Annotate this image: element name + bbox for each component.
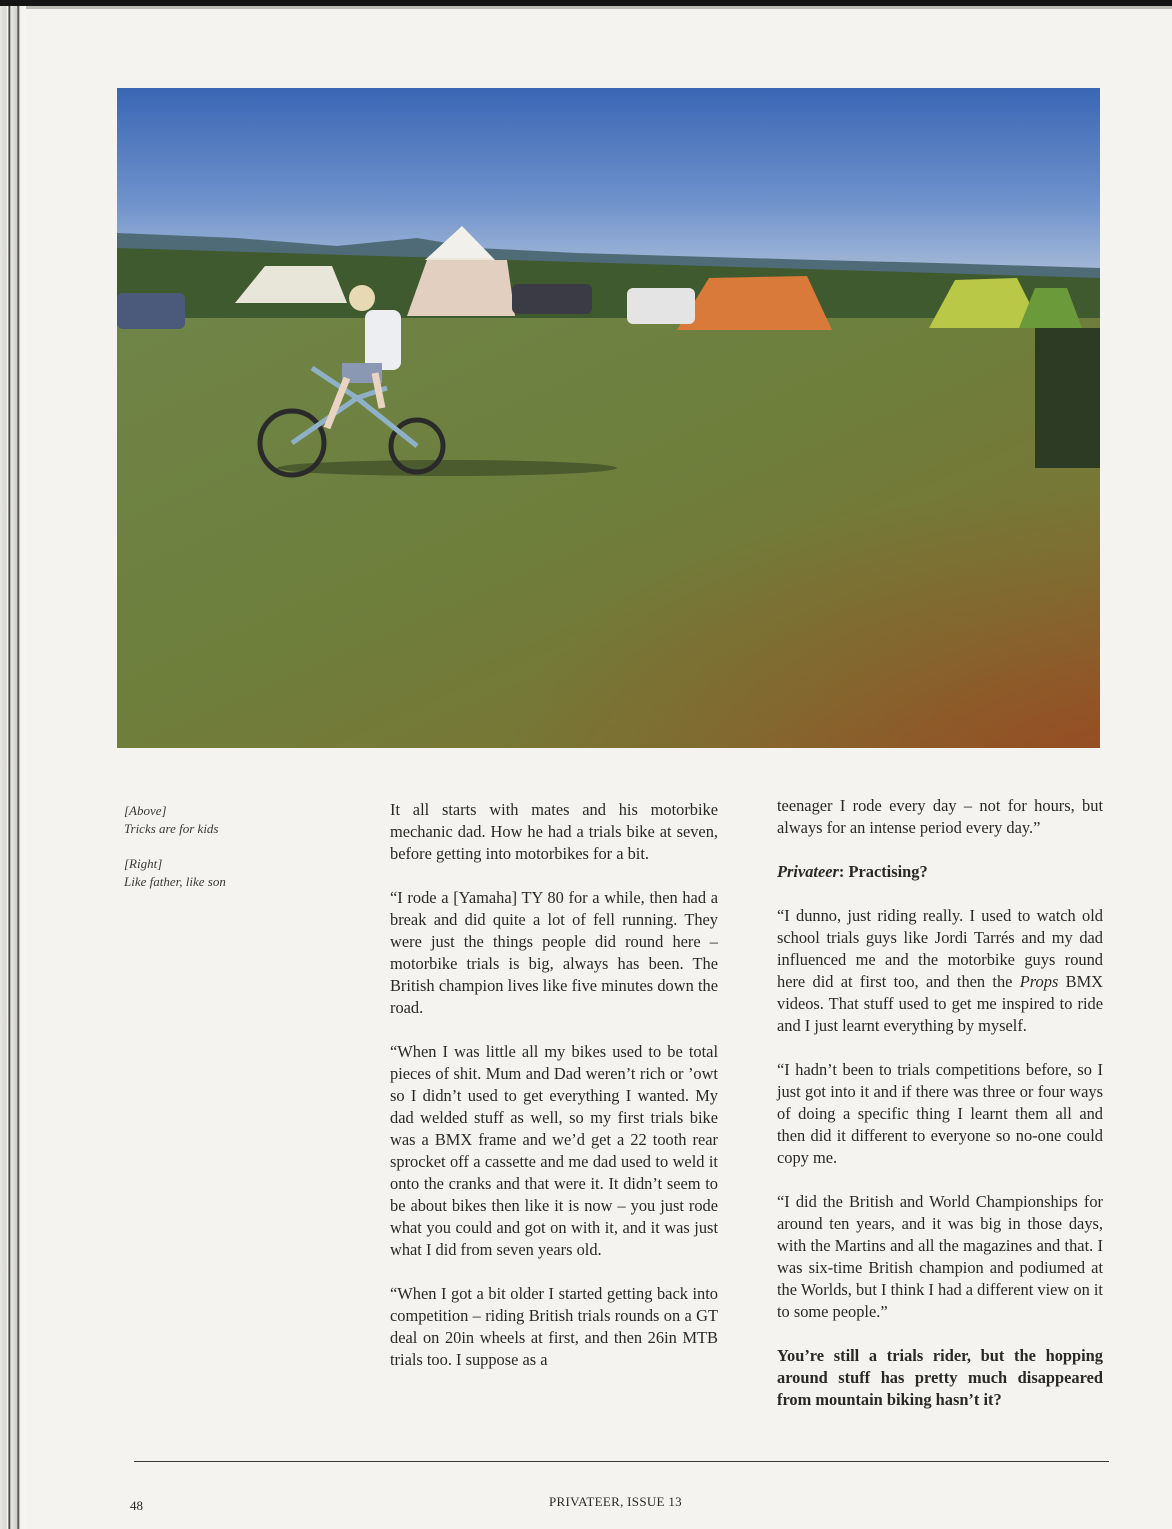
paragraph-part: BMX videos. That stuff used to get me inspired to ride and I just learnt everything by myself. (777, 972, 1103, 1035)
paragraph (777, 905, 1103, 1037)
article-column-1 (390, 799, 718, 1393)
paragraph: It all starts with mates and his motorbike mechanic dad. How he had a trials bike at seven, before getting into motorbikes for a bit. (390, 800, 718, 863)
paragraph: “When I was little all my bikes used to be total pieces of shit. Mum and Dad weren’t rich or ’owt so I didn’t used to get everything I wanted. My dad welded stuff as well, so my first trials bike was a BMX frame and we’d get a 22 tooth rear sprocket off a cassette and me dad used to weld it onto the cranks and that were it. It didn’t seem to be about bikes then like it is now – you just rode what you could and got on with it, and it was just what I did from seven years old. (390, 1042, 718, 1259)
photo-captions (124, 802, 324, 908)
binding-edge (0, 0, 26, 1529)
footer-publication-title: PRIVATEER, ISSUE 13 (549, 1494, 682, 1509)
page-number: 48 (130, 1498, 143, 1513)
caption-above-label: [Above] (124, 803, 167, 818)
question-speaker: Privateer (777, 862, 839, 881)
caption-right (124, 855, 324, 891)
paragraph-part: “I dunno, just riding really. I used to watch old school trials guys like Jordi Tarrés and my dad influenced me and the motorbike guys round here did at first too, and then the (777, 906, 1103, 991)
caption-above (124, 802, 324, 838)
paragraph: teenager I rode every day – not for hours, but always for an intense period every day.” (777, 796, 1103, 837)
interview-question: You’re still a trials rider, but the hopping around stuff has pretty much disappeared from mountain biking hasn’t it? (777, 1346, 1103, 1409)
paragraph: “I did the British and World Championships for around ten years, and it was big in those days, with the Martins and all the magazines and that. I was six-time British champion and podiumed at the Worlds, but I think I had a different view on it to some people.” (777, 1192, 1103, 1321)
caption-right-text: Like father, like son (124, 874, 226, 889)
paragraph-emphasis: Props (1019, 972, 1059, 991)
photo-bmx-trials-campsite (117, 88, 1100, 748)
paragraph: “I rode a [Yamaha] TY 80 for a while, then had a break and did quite a lot of fell running. They were just the things people did round here – motorbike trials is big, always has been. The British champion lives like five minutes down the road. (390, 888, 718, 1017)
caption-above-text: Tricks are for kids (124, 821, 219, 836)
caption-right-label: [Right] (124, 856, 163, 871)
article-column-2 (777, 795, 1103, 1433)
footer-rule (134, 1461, 1109, 1462)
interview-question (777, 861, 1103, 883)
paragraph: “I hadn’t been to trials competitions before, so I just got into it and if there was three or four ways of doing a specific thing I learnt them all and then did it different to everyone so no-one could copy me. (777, 1060, 1103, 1167)
page-top-shadow (26, 6, 1172, 9)
question-text: : Practising? (838, 862, 928, 881)
paragraph: “When I got a bit older I started getting back into competition – riding British trials rounds on a GT deal on 20in wheels at first, and then 26in MTB trials too. I suppose as a (390, 1284, 718, 1369)
